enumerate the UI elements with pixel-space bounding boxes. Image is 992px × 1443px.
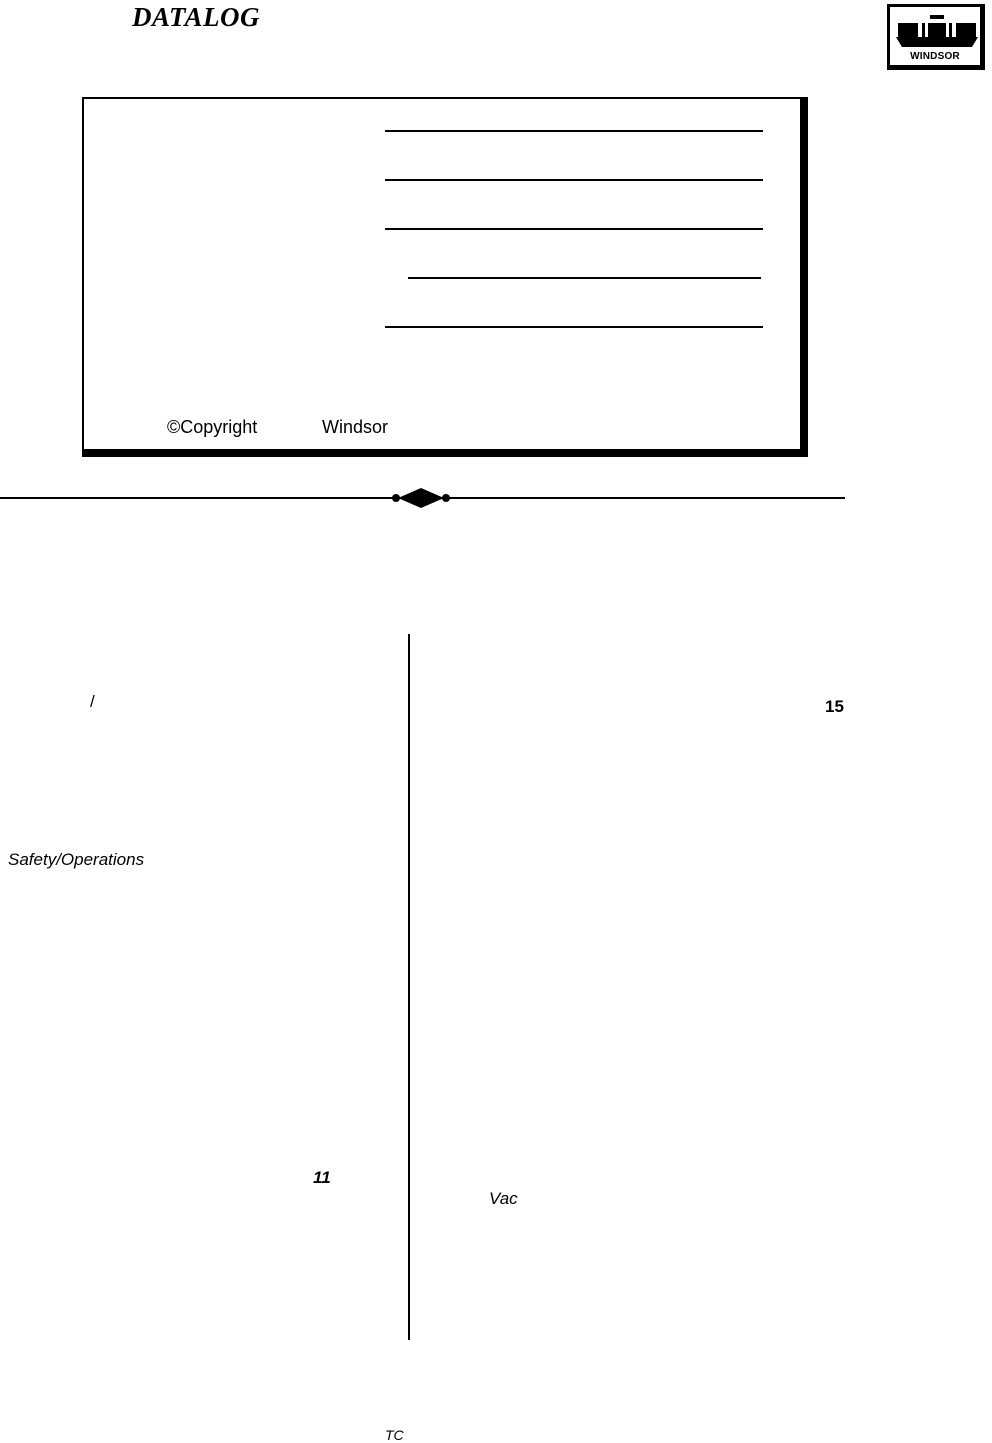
field-line-3 [385, 228, 763, 230]
toc-page-number-right: 15 [825, 697, 844, 716]
toc-page-number: 11 [313, 1168, 331, 1187]
column-rule [408, 634, 410, 1340]
toc-item-vac: Vac [489, 1189, 518, 1208]
field-line-5 [385, 326, 763, 328]
page-title: DATALOG [132, 2, 261, 32]
info-panel [82, 97, 808, 457]
diamond-ornament-icon [388, 485, 454, 511]
field-line-4 [408, 277, 761, 279]
windsor-emblem-icon [892, 9, 982, 54]
company-name: Windsor [322, 417, 389, 437]
copyright-label: ©Copyright [167, 417, 258, 437]
toc-section-safety-operations: Safety/Operations [8, 850, 145, 869]
field-line-2 [385, 179, 763, 181]
logo-text: WINDSOR [910, 51, 960, 62]
windsor-logo [887, 4, 985, 70]
footer-code: TC [385, 1427, 404, 1443]
toc-slash: / [90, 692, 95, 711]
field-line-1 [385, 130, 763, 132]
